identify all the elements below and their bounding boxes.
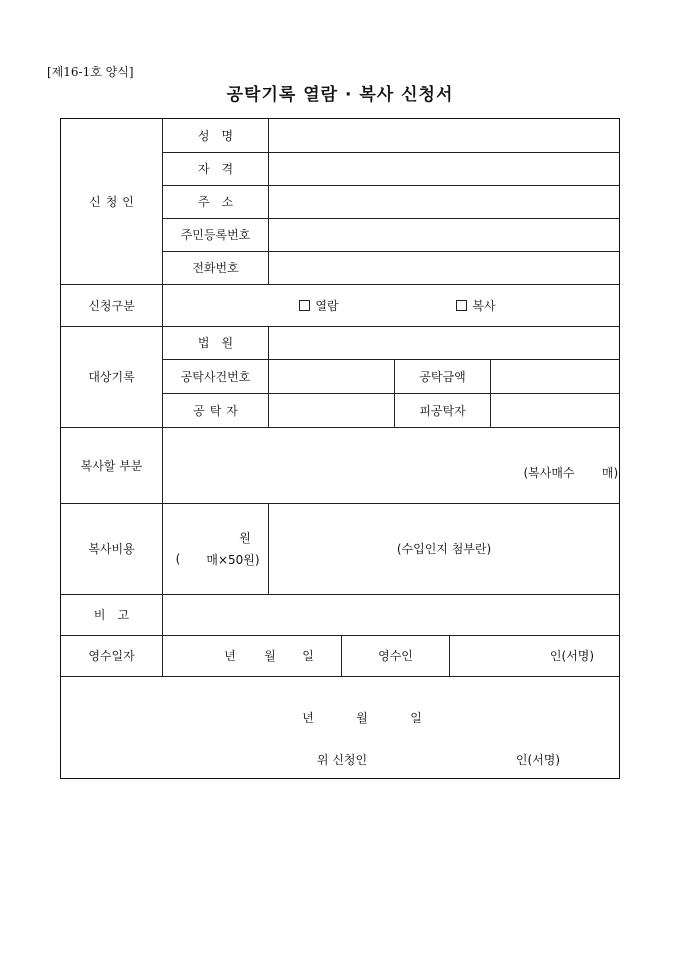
remarks-field[interactable] <box>163 594 619 635</box>
document-title: 공탁기록 열람 · 복사 신청서 <box>226 85 454 105</box>
receipt-seal: 인(서명) <box>549 649 595 663</box>
application-form <box>60 118 620 779</box>
qualification-label: 자격 <box>197 162 246 176</box>
copy-checkbox[interactable] <box>446 284 506 326</box>
receipt-month: 월 <box>264 649 276 663</box>
address-field[interactable] <box>269 185 619 218</box>
case-number-label: 공탁사건번호 <box>180 369 251 384</box>
fee-won-label: 원 <box>239 530 251 545</box>
court-label: 법원 <box>197 336 246 350</box>
name-field[interactable] <box>269 119 619 152</box>
depositee-label: 피공탁자 <box>419 403 466 418</box>
copy-part-label: 복사할 부분 <box>80 458 143 473</box>
court-field[interactable] <box>269 326 619 359</box>
target-record-section-label: 대상기록 <box>88 370 135 384</box>
case-number-field[interactable] <box>269 359 394 393</box>
footer-applicant-label: 위 신청인 <box>316 752 368 767</box>
phone-label: 전화번호 <box>192 261 239 275</box>
depositor-label: 공탁자 <box>193 403 243 418</box>
depositor-field[interactable] <box>269 393 394 427</box>
copy-option-label: 복사 <box>472 298 496 313</box>
copy-pages-unit: 매) <box>601 465 619 480</box>
fee-calc-open: ( <box>175 552 181 566</box>
depositee-field[interactable] <box>491 393 619 427</box>
address-label: 주소 <box>197 195 246 209</box>
applicant-section-label: 신청인 <box>89 195 139 209</box>
footer-month: 월 <box>356 710 368 725</box>
checkbox-icon <box>299 300 310 311</box>
deposit-amount-label: 공탁금액 <box>419 369 466 384</box>
revenue-stamp-label: (수입인지 첨부란) <box>396 542 492 556</box>
copy-pages-label: (복사매수 <box>523 465 575 480</box>
remarks-label: 비고 <box>93 608 142 622</box>
phone-field[interactable] <box>269 251 619 284</box>
deposit-amount-field[interactable] <box>491 359 619 393</box>
receipt-date-label: 영수일자 <box>88 649 135 663</box>
view-checkbox[interactable] <box>289 284 349 326</box>
resident-number-label: 주민등록번호 <box>180 228 251 242</box>
receipt-day: 일 <box>302 649 314 663</box>
resident-number-field[interactable] <box>269 218 619 251</box>
footer-seal: 인(서명) <box>515 752 561 767</box>
request-type-label: 신청구분 <box>88 298 135 313</box>
footer-year: 년 <box>302 710 314 725</box>
receipt-year: 년 <box>224 649 236 663</box>
receiver-label: 영수인 <box>378 649 413 663</box>
view-option-label: 열람 <box>315 298 339 313</box>
name-label: 성명 <box>197 129 246 143</box>
checkbox-icon <box>456 300 467 311</box>
revenue-stamp-area[interactable] <box>269 503 619 594</box>
footer-day: 일 <box>410 710 422 725</box>
copy-fee-label: 복사비용 <box>88 542 135 556</box>
form-number-label: [제16-1호 양식] <box>47 65 134 79</box>
fee-calculation: 매×50원) <box>206 552 260 567</box>
qualification-field[interactable] <box>269 152 619 185</box>
